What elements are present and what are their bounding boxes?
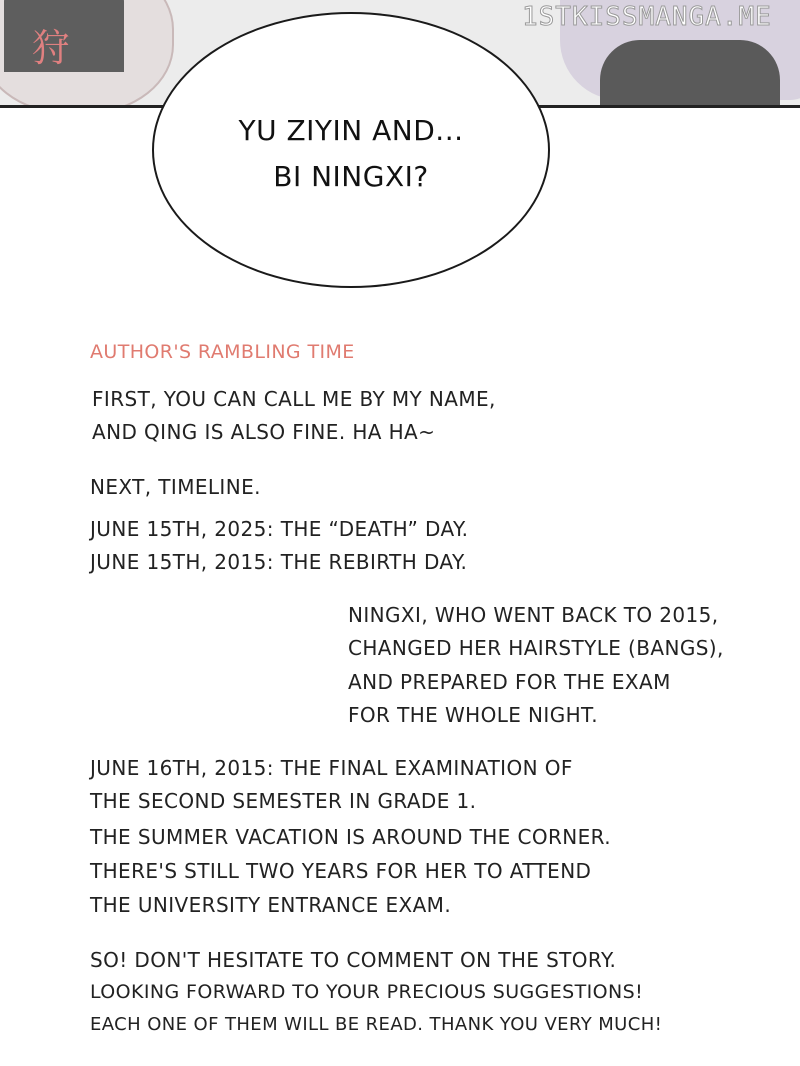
note-line: NEXT, TIMELINE. — [90, 475, 261, 499]
note-line: JUNE 15TH, 2025: THE “DEATH” DAY. — [90, 517, 469, 541]
note-line: CHANGED HER HAIRSTYLE (BANGS), — [348, 636, 724, 660]
shirt-print-glyph: 狩 — [32, 26, 71, 70]
note-line: JUNE 15TH, 2015: THE REBIRTH DAY. — [90, 550, 468, 574]
note-line: THE UNIVERSITY ENTRANCE EXAM. — [90, 893, 452, 917]
note-line: SO! DON'T HESITATE TO COMMENT ON THE STORY. — [90, 948, 617, 972]
speech-line-2: BI NINGXI? — [273, 160, 429, 193]
note-line: THERE'S STILL TWO YEARS FOR HER TO ATTEND — [90, 859, 592, 883]
note-line: THE SUMMER VACATION IS AROUND THE CORNER. — [90, 825, 612, 849]
note-line: LOOKING FORWARD TO YOUR PRECIOUS SUGGESTIONS! — [90, 981, 644, 1003]
note-line: THE SECOND SEMESTER IN GRADE 1. — [90, 789, 477, 813]
note-line: EACH ONE OF THEM WILL BE READ. THANK YOU VERY MUCH! — [90, 1014, 663, 1035]
note-line: AND QING IS ALSO FINE. HA HA~ — [92, 420, 436, 444]
note-line: NINGXI, WHO WENT BACK TO 2015, — [348, 603, 719, 627]
note-line: FOR THE WHOLE NIGHT. — [348, 703, 599, 727]
note-line: JUNE 16TH, 2015: THE FINAL EXAMINATION OF — [90, 756, 573, 780]
note-line: AND PREPARED FOR THE EXAM — [348, 670, 671, 694]
note-line: FIRST, YOU CAN CALL ME BY MY NAME, — [92, 387, 496, 411]
notes-heading: AUTHOR'S RAMBLING TIME — [90, 341, 355, 363]
speech-line-1: YU ZIYIN AND... — [238, 114, 464, 147]
site-watermark: 1STKISSMANGA.ME — [522, 2, 772, 32]
